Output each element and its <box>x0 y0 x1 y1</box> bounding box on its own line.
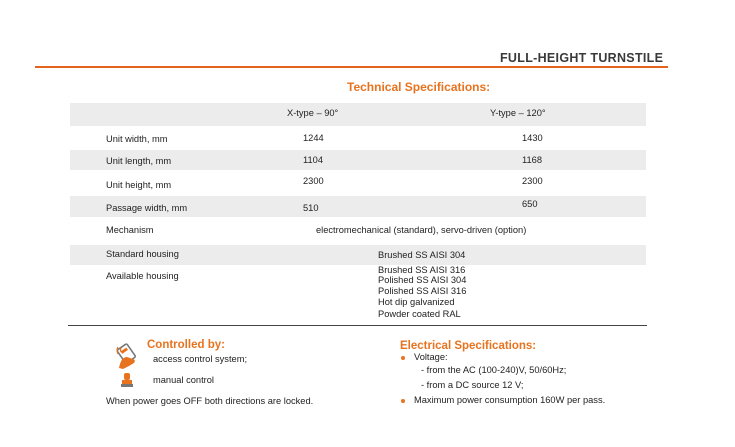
available-housing-value: Brushed SS AISI 316 <box>378 265 466 275</box>
row-label-unit-length: Unit length, mm <box>106 156 172 166</box>
x-type-unit-height: 2300 <box>303 176 324 186</box>
y-type-unit-length: 1168 <box>522 155 542 165</box>
table-header-row <box>70 103 646 126</box>
row-label-available-housing: Available housing <box>106 271 179 281</box>
standard-housing-value: Brushed SS AISI 304 <box>378 250 466 260</box>
column-header-y-type: Y-type – 120° <box>490 108 546 118</box>
row-label-passage-width: Passage width, mm <box>106 203 188 213</box>
row-label-standard-housing: Standard housing <box>106 249 179 259</box>
y-type-unit-width: 1430 <box>522 133 543 143</box>
mechanism-value: electromechanical (standard), servo-driven (option) <box>316 225 527 235</box>
max-power: Maximum power consumption 160W per pass. <box>414 395 606 405</box>
specs-title: Technical Specifications: <box>347 80 491 94</box>
bullet-icon <box>401 356 405 360</box>
available-housing-value: Polished SS AISI 316 <box>378 286 467 296</box>
control-access-system: access control system; <box>153 354 248 364</box>
available-housing-value: Hot dip galvanized <box>378 297 455 307</box>
section-divider <box>68 325 647 326</box>
voltage-ac: - from the AC (100-240)V, 50/60Hz; <box>421 365 567 375</box>
x-type-unit-width: 1244 <box>303 133 324 143</box>
electrical-title: Electrical Specifications: <box>400 340 537 352</box>
push-button-icon <box>120 372 134 390</box>
row-label-mechanism: Mechanism <box>106 225 154 235</box>
header-rule <box>35 66 668 68</box>
hand-card-icon <box>115 342 141 370</box>
y-type-unit-height: 2300 <box>522 176 543 186</box>
bullet-icon <box>401 399 405 403</box>
voltage-dc: - from a DC source 12 V; <box>421 380 524 390</box>
page-title: FULL-HEIGHT TURNSTILE <box>500 51 664 65</box>
x-type-unit-length: 1104 <box>303 155 323 165</box>
column-header-x-type: X-type – 90° <box>287 108 339 118</box>
x-type-passage-width: 510 <box>303 203 319 213</box>
row-label-unit-height: Unit height, mm <box>106 180 172 190</box>
voltage-label: Voltage: <box>414 352 448 362</box>
power-off-note: When power goes OFF both directions are locked. <box>106 396 314 406</box>
control-manual: manual control <box>153 375 214 385</box>
controlled-by-title: Controlled by: <box>147 339 225 351</box>
available-housing-value: Polished SS AISI 304 <box>378 275 467 285</box>
y-type-passage-width: 650 <box>522 199 538 209</box>
available-housing-value: Powder coated RAL <box>378 309 461 319</box>
row-label-unit-width: Unit width, mm <box>106 134 168 144</box>
